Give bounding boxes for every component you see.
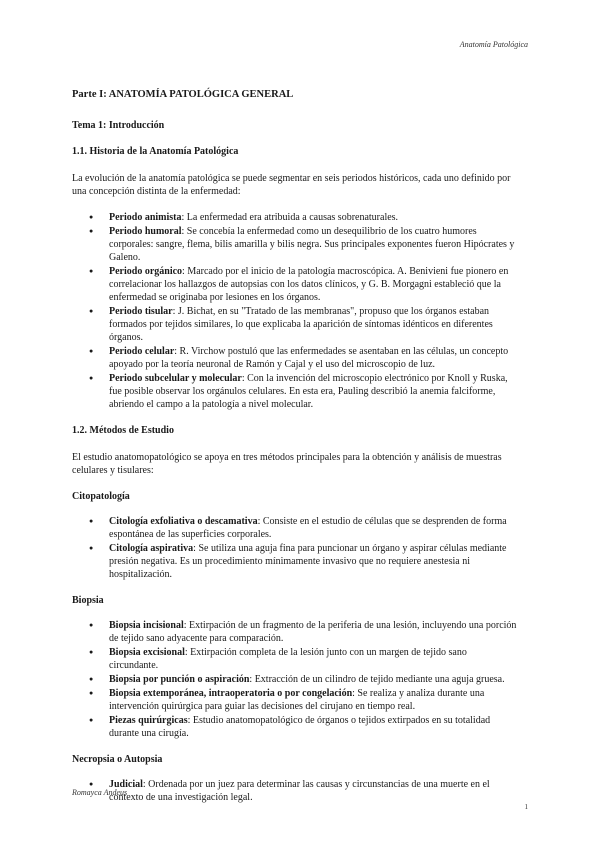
list-item-term: Citología exfoliativa o descamativa xyxy=(109,516,258,527)
list-item-term: Judicial xyxy=(109,779,143,790)
list-item-term: Periodo celular xyxy=(109,346,175,357)
list-item-term: Biopsia por punción o aspiración xyxy=(109,674,250,685)
list-item-term: Piezas quirúrgicas xyxy=(109,715,188,726)
list-item-text: : Marcado por el inicio de la patología macroscópica. A. Benivieni fue pionero en correlacionar los hallazgos de autopsias con los datos clínicos, y G. B. Morgagni estableció que la enfermedad se originaba por lesiones en los órganos. xyxy=(109,266,509,303)
list-item-text: : Extirpación de un fragmento de la periferia de una lesión, incluyendo una porción de tejido sano adyacente para comparación. xyxy=(109,620,517,644)
list-item-text: : La enfermedad era atribuida a causas sobrenaturales. xyxy=(181,212,399,223)
list-item xyxy=(72,515,518,541)
list-item-text: : Extracción de un cilindro de tejido mediante una aguja gruesa. xyxy=(249,674,505,685)
list-item xyxy=(72,265,518,304)
list-item-text: : Se utiliza una aguja fina para puncionar un órgano y aspirar células mediante presión negativa. Es un procedimiento mínimamente invasivo que no requiere anestesia ni hospitalización. xyxy=(109,543,507,580)
list-item-text: : Ordenada por un juez para determinar las causas y circunstancias de una muerte en el contexto de una investigación legal. xyxy=(109,779,490,803)
list-item xyxy=(72,211,518,224)
list-item xyxy=(72,305,518,344)
list-item-term: Periodo subcelular y molecular xyxy=(109,373,242,384)
list-item-term: Periodo animista xyxy=(109,212,182,223)
necropsia-list xyxy=(72,778,518,804)
list-item xyxy=(72,714,518,740)
list-item xyxy=(72,687,518,713)
subsection-title: Necropsia o Autopsia xyxy=(72,754,163,765)
list-item-text: : Consiste en el estudio de células que se desprenden de forma espontánea de las superficies corporales. xyxy=(109,516,507,540)
list-item-term: Biopsia extemporánea, intraoperatoria o por congelación xyxy=(109,688,353,699)
page-number: 1 xyxy=(524,803,528,811)
tema-title: Tema 1: Introducción xyxy=(72,120,165,131)
section-intro: El estudio anatomopatológico se apoya en tres métodos principales para la obtención y análisis de muestras celulares y tisulares: xyxy=(72,452,502,476)
list-item xyxy=(72,225,518,264)
list-item-text: : R. Virchow postuló que las enfermedades se asentaban en las células, un concepto apoyado por la teoría neuronal de Ramón y Cajal y el uso del microscopio de luz. xyxy=(109,346,509,370)
list-item-term: Biopsia excisional xyxy=(109,647,185,658)
page-header: Anatomía Patológica xyxy=(459,40,528,49)
list-item xyxy=(72,619,518,645)
list-item-term: Periodo humoral xyxy=(109,226,182,237)
periods-list xyxy=(72,211,518,411)
part-title: Parte I: ANATOMÍA PATOLÓGICA GENERAL xyxy=(72,89,294,100)
list-item-text: : J. Bichat, en su "Tratado de las membranas", propuso que los órganos estaban formados por tejidos similares, lo que explicaba la aparición de síntomas idénticos en diferentes órganos. xyxy=(109,306,493,343)
list-item-term: Citología aspirativa xyxy=(109,543,194,554)
list-item-text: : Estudio anatomopatológico de órganos o tejidos extirpados en su totalidad durante una cirugía. xyxy=(109,715,491,739)
subsection-title: Citopatología xyxy=(72,491,130,502)
section-intro: La evolución de la anatomía patológica se puede segmentar en seis periodos históricos, cada uno definido por una concepción distinta de la enfermedad: xyxy=(72,173,511,197)
document-body xyxy=(72,88,518,817)
list-item xyxy=(72,673,518,686)
list-item-term: Periodo tisular xyxy=(109,306,173,317)
list-item-text: : Se concebía la enfermedad como un desequilibrio de los cuatro humores corporales: sangre, flema, bilis amarilla y bilis negra. Sus principales exponentes fueron Hipócrates y Galeno. xyxy=(109,226,515,263)
footer-author: Romayca Andeus xyxy=(72,788,128,797)
biopsia-list xyxy=(72,619,518,740)
list-item xyxy=(72,345,518,371)
citopatologia-list xyxy=(72,515,518,581)
list-item-term: Periodo orgánico xyxy=(109,266,183,277)
list-item xyxy=(72,542,518,581)
list-item xyxy=(72,778,518,804)
list-item-text: : Extirpación completa de la lesión junto con un margen de tejido sano circundante. xyxy=(109,647,467,671)
list-item xyxy=(72,646,518,672)
list-item xyxy=(72,372,518,411)
subsection-title: Biopsia xyxy=(72,595,104,606)
list-item-text: : Con la invención del microscopio electrónico por Knoll y Ruska, fue posible observar los orgánulos celulares. En esta era, Pauling describió la anemia falciforme, abriendo el campo a la patología a nivel molecular. xyxy=(109,373,508,410)
section-title: 1.1. Historia de la Anatomía Patológica xyxy=(72,146,239,157)
list-item-text: : Se realiza y analiza durante una intervención quirúrgica para guiar las decisiones del cirujano en tiempo real. xyxy=(109,688,485,712)
section-title: 1.2. Métodos de Estudio xyxy=(72,425,174,436)
list-item-term: Biopsia incisional xyxy=(109,620,184,631)
